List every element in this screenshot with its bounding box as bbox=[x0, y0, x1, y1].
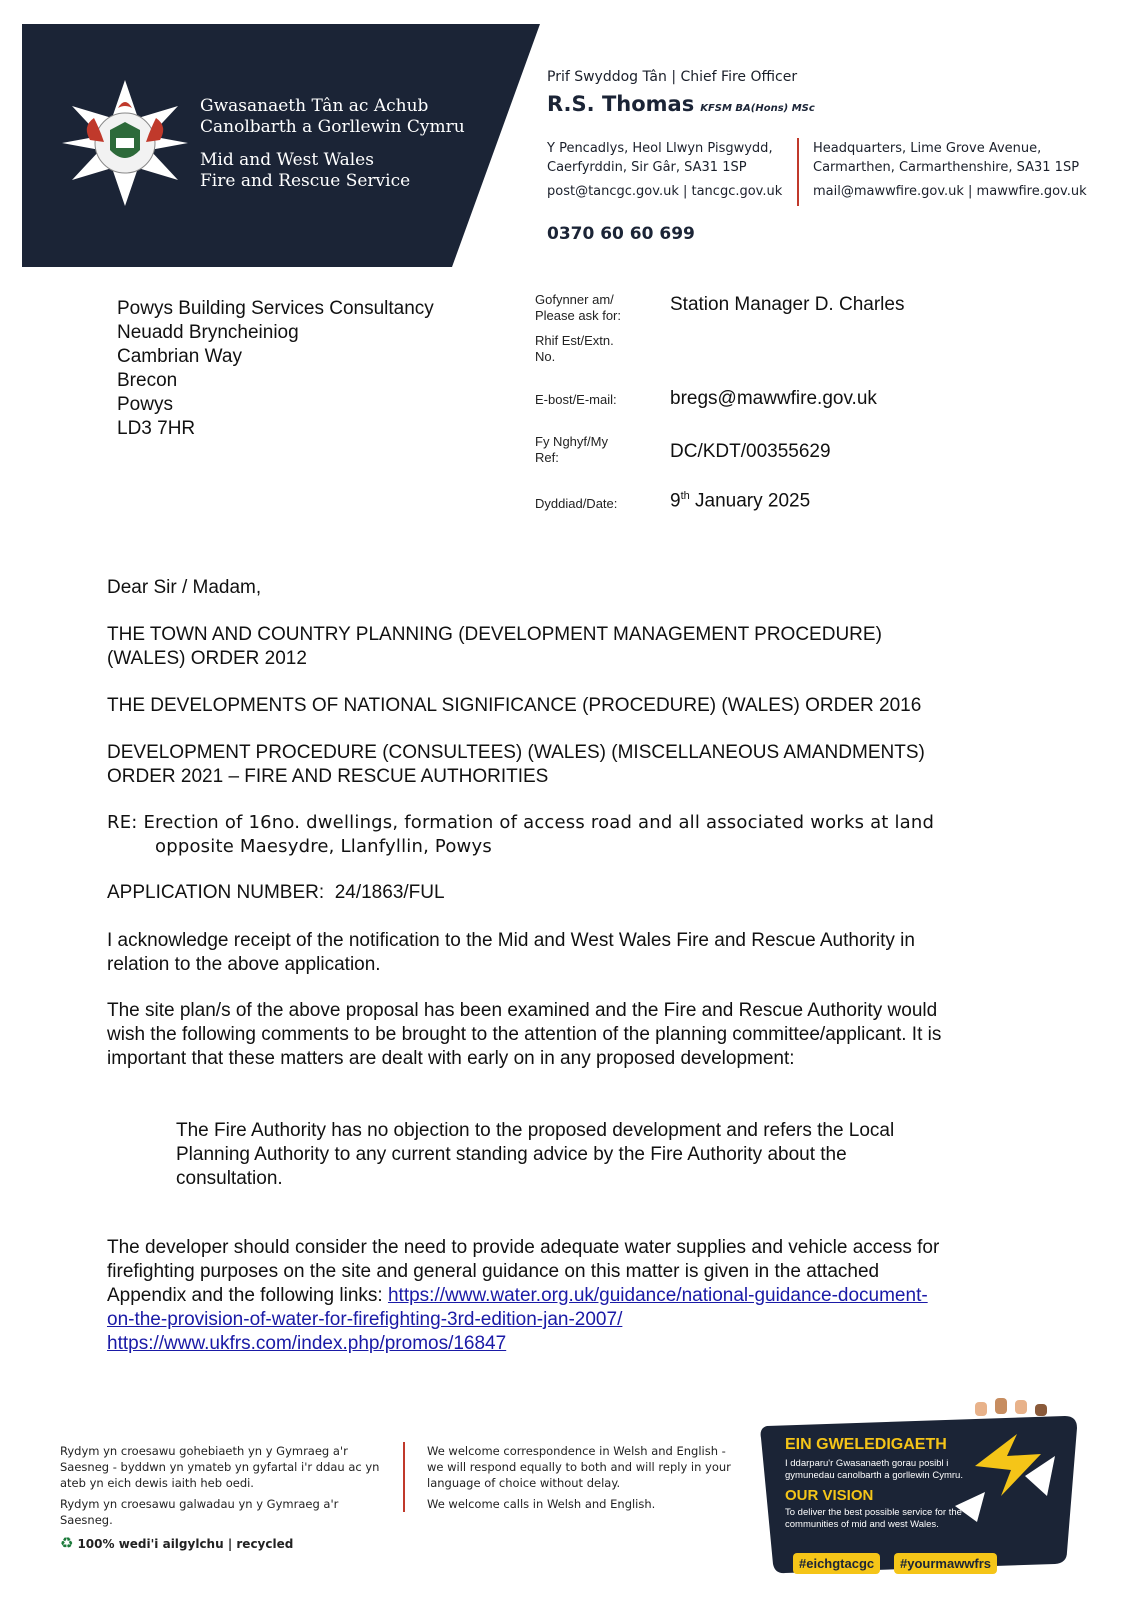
heading-tcp-order bbox=[107, 623, 1037, 671]
recipient-line: Cambrian Way bbox=[117, 346, 242, 367]
extension-label: Rhif Est/Extn. No. bbox=[535, 333, 614, 364]
paragraph-line: consultation. bbox=[176, 1168, 283, 1189]
org-name-welsh: Gwasanaeth Tân ac Achub Canolbarth a Gorllewin Cymru bbox=[200, 96, 465, 137]
chief-officer-qualifications: KFSM BA(Hons) MSc bbox=[700, 103, 815, 114]
chief-officer-role: Prif Swyddog Tân | Chief Fire Officer bbox=[547, 69, 798, 85]
paragraph-line: firefighting purposes on the site and general guidance on this matter is given in the attached bbox=[107, 1261, 880, 1282]
vision-title-english: OUR VISION bbox=[785, 1487, 874, 1504]
footer-english-correspondence: We welcome correspondence in Welsh and English - we will respond equally to both and will reply in your language of choice without delay. bbox=[427, 1444, 731, 1490]
recycled-note bbox=[60, 1534, 293, 1552]
ukfrs-link[interactable]: https://www.ukfrs.com/index.php/promos/16847 bbox=[107, 1333, 507, 1354]
footer-divider bbox=[403, 1442, 405, 1512]
chief-officer-name-text: R.S. Thomas bbox=[547, 92, 695, 116]
date-value bbox=[670, 490, 810, 512]
re-line: RE: Erection of 16no. dwellings, formation of access road and all associated works at land bbox=[107, 812, 935, 833]
paragraph-line: wish the following comments to be brought to the attention of the planning committee/applicant. It is bbox=[107, 1024, 942, 1045]
ask-for-value: Station Manager D. Charles bbox=[670, 294, 905, 315]
date-month-year: January 2025 bbox=[689, 490, 811, 512]
water-guidance-link-continued[interactable]: on-the-provision-of-water-for-firefighting-3rd-edition-jan-2007/ bbox=[107, 1309, 623, 1330]
paragraph-line: Planning Authority to any current standing advice by the Fire Authority about the bbox=[176, 1144, 847, 1165]
recycled-text: 100% wedi'i ailgylchu | recycled bbox=[77, 1537, 294, 1551]
heading-line: THE TOWN AND COUNTRY PLANNING (DEVELOPMENT MANAGEMENT PROCEDURE) bbox=[107, 624, 882, 645]
contact-welsh[interactable]: post@tancgc.gov.uk | tancgc.gov.uk bbox=[547, 184, 783, 199]
recipient-line: Powys bbox=[117, 394, 173, 415]
paragraph-line: The developer should consider the need to provide adequate water supplies and vehicle access for bbox=[107, 1237, 940, 1258]
reference-value: DC/KDT/00355629 bbox=[670, 441, 831, 462]
email-label: E-bost/E-mail: bbox=[535, 392, 617, 407]
heading-dns-order: THE DEVELOPMENTS OF NATIONAL SIGNIFICANCE (PROCEDURE) (WALES) ORDER 2016 bbox=[107, 695, 922, 716]
application-number bbox=[107, 881, 1037, 905]
footer-welsh-calls: Rydym yn croesawu galwadau yn y Gymraeg a'r Saesneg. bbox=[60, 1497, 339, 1527]
recipient-address bbox=[117, 297, 434, 441]
heading-consultees-order bbox=[107, 741, 1037, 789]
vision-text-english: To deliver the best possible service for the communities of mid and west Wales. bbox=[785, 1507, 962, 1530]
recipient-line: Brecon bbox=[117, 370, 178, 391]
paragraph-line: The site plan/s of the above proposal has been examined and the Fire and Rescue Authority would bbox=[107, 1000, 938, 1021]
footer-english-calls: We welcome calls in Welsh and English. bbox=[427, 1497, 656, 1511]
ask-for-label: Gofynner am/ Please ask for: bbox=[535, 292, 621, 323]
heading-line: ORDER 2021 – FIRE AND RESCUE AUTHORITIES bbox=[107, 766, 549, 787]
email-value[interactable]: bregs@mawwfire.gov.uk bbox=[670, 388, 877, 409]
re-subject bbox=[107, 811, 1037, 859]
acknowledgement-paragraph bbox=[107, 929, 1037, 977]
date-suffix: th bbox=[680, 490, 690, 502]
reference-label: Fy Nghyf/My Ref: bbox=[535, 434, 608, 465]
water-guidance-link[interactable]: https://www.water.org.uk/guidance/national-guidance-document- bbox=[387, 1285, 928, 1306]
footer-english bbox=[427, 1443, 732, 1512]
re-line: opposite Maesydre, Llanfyllin, Powys bbox=[155, 836, 492, 857]
recipient-line: LD3 7HR bbox=[117, 418, 196, 439]
date-day: 9 bbox=[670, 490, 681, 512]
no-objection-paragraph bbox=[176, 1119, 1006, 1191]
footer-welsh bbox=[60, 1443, 385, 1528]
contact-english[interactable]: mail@mawwfire.gov.uk | mawwfire.gov.uk bbox=[813, 184, 1087, 199]
header-divider bbox=[797, 138, 799, 206]
vision-title-welsh: EIN GWELEDIGAETH bbox=[785, 1436, 947, 1453]
hashtag-english: #yourmawwfrs bbox=[894, 1553, 997, 1574]
recipient-line: Powys Building Services Consultancy bbox=[117, 298, 434, 319]
guidance-paragraph bbox=[107, 1236, 1037, 1356]
date-label: Dyddiad/Date: bbox=[535, 496, 618, 511]
vision-panel bbox=[755, 1396, 1085, 1576]
salutation: Dear Sir / Madam, bbox=[107, 577, 262, 598]
paragraph-line bbox=[107, 1284, 1037, 1308]
vision-text-welsh: I ddarparu'r Gwasanaeth gorau posibl i gymunedau canolbarth a gorllewin Cymru. bbox=[785, 1458, 963, 1481]
paragraph-line: relation to the above application. bbox=[107, 954, 381, 975]
heading-line: DEVELOPMENT PROCEDURE (CONSULTEES) (WALES) (MISCELLANEOUS AMANDMENTS) bbox=[107, 742, 925, 763]
paragraph-line bbox=[107, 1308, 1037, 1332]
paragraph-line: important that these matters are dealt with early on in any proposed development: bbox=[107, 1048, 795, 1069]
application-number-label: APPLICATION NUMBER: bbox=[107, 882, 325, 903]
paragraph-line bbox=[107, 1332, 1037, 1356]
recipient-line: Neuadd Bryncheiniog bbox=[117, 322, 299, 343]
hq-address-english: Headquarters, Lime Grove Avenue, Carmarthen, Carmarthenshire, SA31 1SP bbox=[813, 141, 1080, 175]
chief-officer-name bbox=[547, 92, 815, 116]
application-number-value: 24/1863/FUL bbox=[334, 882, 445, 903]
heading-line: (WALES) ORDER 2012 bbox=[107, 648, 307, 669]
footer-welsh-correspondence: Rydym yn croesawu gohebiaeth yn y Gymraeg a'r Saesneg - byddwn yn ymateb yn gyfartal i'r ddau ac yn ateb yn eich dewis iaith heb oedi. bbox=[60, 1444, 380, 1490]
paragraph-text: Appendix and the following links: bbox=[107, 1285, 388, 1306]
org-name-english: Mid and West Wales Fire and Rescue Service bbox=[200, 150, 411, 191]
paragraph-line: I acknowledge receipt of the notification to the Mid and West Wales Fire and Rescue Authority in bbox=[107, 930, 915, 951]
hq-address-welsh: Y Pencadlys, Heol Llwyn Pisgwydd, Caerfyrddin, Sir Gâr, SA31 1SP bbox=[547, 141, 773, 175]
hashtag-welsh: #eichgtacgc bbox=[793, 1553, 880, 1574]
phone-number: 0370 60 60 699 bbox=[547, 224, 695, 244]
paragraph-line: The Fire Authority has no objection to the proposed development and refers the Local bbox=[176, 1120, 895, 1141]
examination-paragraph bbox=[107, 999, 1037, 1071]
fire-service-crest-icon bbox=[60, 78, 190, 208]
recycle-icon: ♻ bbox=[60, 1534, 74, 1552]
